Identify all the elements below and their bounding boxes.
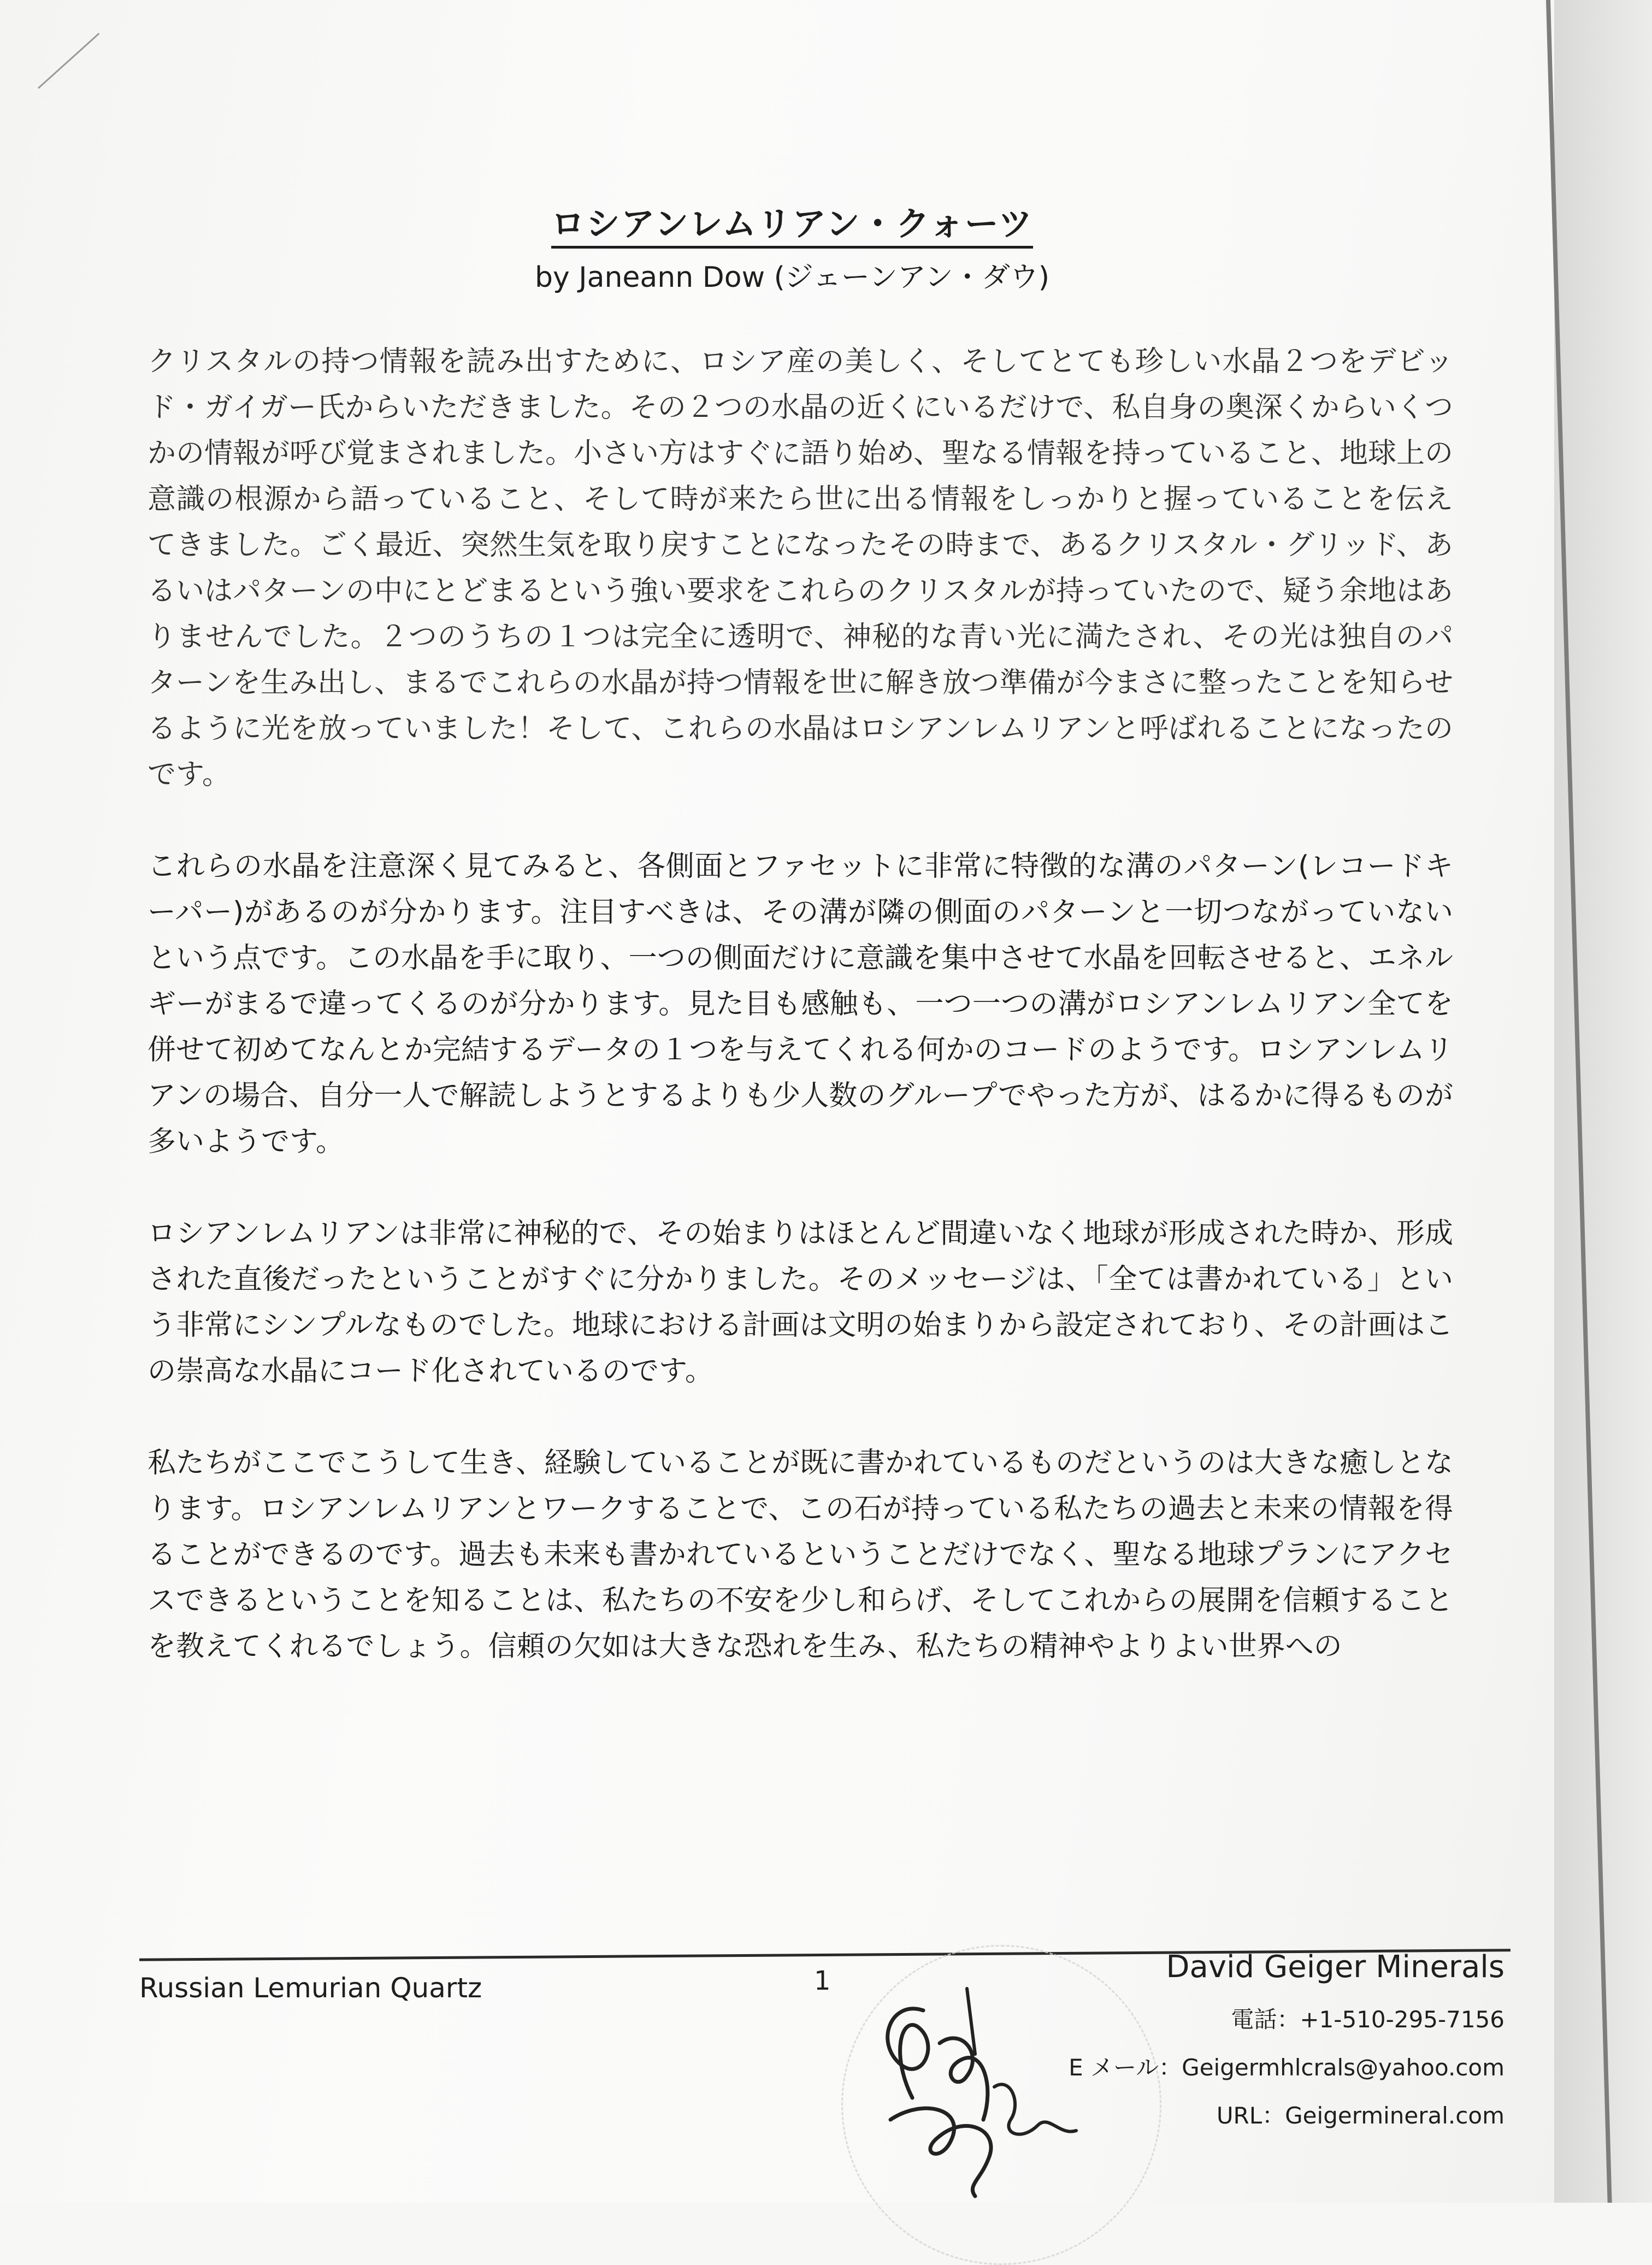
paragraph-1: クリスタルの持つ情報を読み出すために、ロシア産の美しく、そしてとても珍しい水晶２つをデビッド・ガイガー氏からいただきました。その２つの水晶の近くにいるだけで、私自身の奥深くからいくつかの情報が呼び覚まされました。小さい方はすぐに語り始め、聖なる情報を持っていること、地球上の意識の根源から語っていること、そして時が来たら世に出る情報をしっかりと握っていることを伝えてきました。ごく最近、突然生気を取り戻すことになったその時まで、あるクリスタル・グリッド、あるいはパターンの中にとどまるという強い要求をこれらのクリスタルが持っていたので、疑う余地はありませんでした。２つのうちの１つは完全に透明で、神秘的な青い光に満たされ、その光は独自のパターンを生み出し、まるでこれらの水晶が持つ情報を世に解き放つ準備が今まさに整ったことを知らせるように光を放っていました！そして、これらの水晶はロシアンレムリアンと呼ばれることになったのです。 [148,345,1453,791]
handwritten-signature [858,1978,1098,2203]
document-body [148,339,1453,1715]
phone-number: 電話：+1-510-295-7156 [1231,2006,1504,2033]
contact-block [1069,1949,1504,2140]
page-number: 1 [814,1966,831,1996]
email-address: E メール：Geigermhlcrals@yahoo.com [1069,2054,1504,2081]
paragraph-2: これらの水晶を注意深く見てみると、各側面とファセットに非常に特徴的な溝のパターン(レコードキーパー)があるのが分かります。注目すべきは、その溝が隣の側面のパターンと一切つながっていないという点です。この水晶を手に取り、一つの側面だけに意識を集中させて水晶を回転させると、エネルギーがまるで違ってくるのが分かります。見た目も感触も、一つ一つの溝がロシアンレムリアン全てを併せて初めてなんとか完結するデータの１つを与えてくれる何かのコードのようです。ロシアンレムリアンの場合、自分一人で解読しようとするよりも少人数のグループでやった方が、はるかに得るものが多いようです。 [148,850,1453,1158]
author-byline: by Janeann Dow (ジェーンアン・ダウ) [534,261,1050,294]
footer-document-title: Russian Lemurian Quartz [139,1972,482,2004]
company-name: David Geiger Minerals [1166,1949,1504,1985]
paragraph-4: 私たちがここでこうして生き、経験していることが既に書かれているものだというのは大きな癒しとなります。ロシアンレムリアンとワークすることで、この石が持っている私たちの過去と未来の情報を得ることができるのです。過去も未来も書かれているということだけでなく、聖なる地球プランにアクセスできるということを知ることは、私たちの不安を少し和らげ、そしてこれからの展開を信頼することを教えてくれるでしょう。信頼の欠如は大きな恐れを生み、私たちの精神やよりよい世界への [148,1447,1453,1663]
document-title: ロシアンレムリアン・クォーツ [0,197,1584,245]
website-url: URL：Geigermineral.com [1216,2102,1504,2129]
paragraph-3: ロシアンレムリアンは非常に神秘的で、その始まりはほとんど間違いなく地球が形成された時か、形成された直後だったということがすぐに分かりました。そのメッセージは、「全ては書かれている」という非常にシンプルなものでした。地球における計画は文明の始まりから設定されており、その計画はこの崇高な水晶にコード化されているのです。 [148,1217,1454,1388]
background-surface [1554,0,1652,2203]
